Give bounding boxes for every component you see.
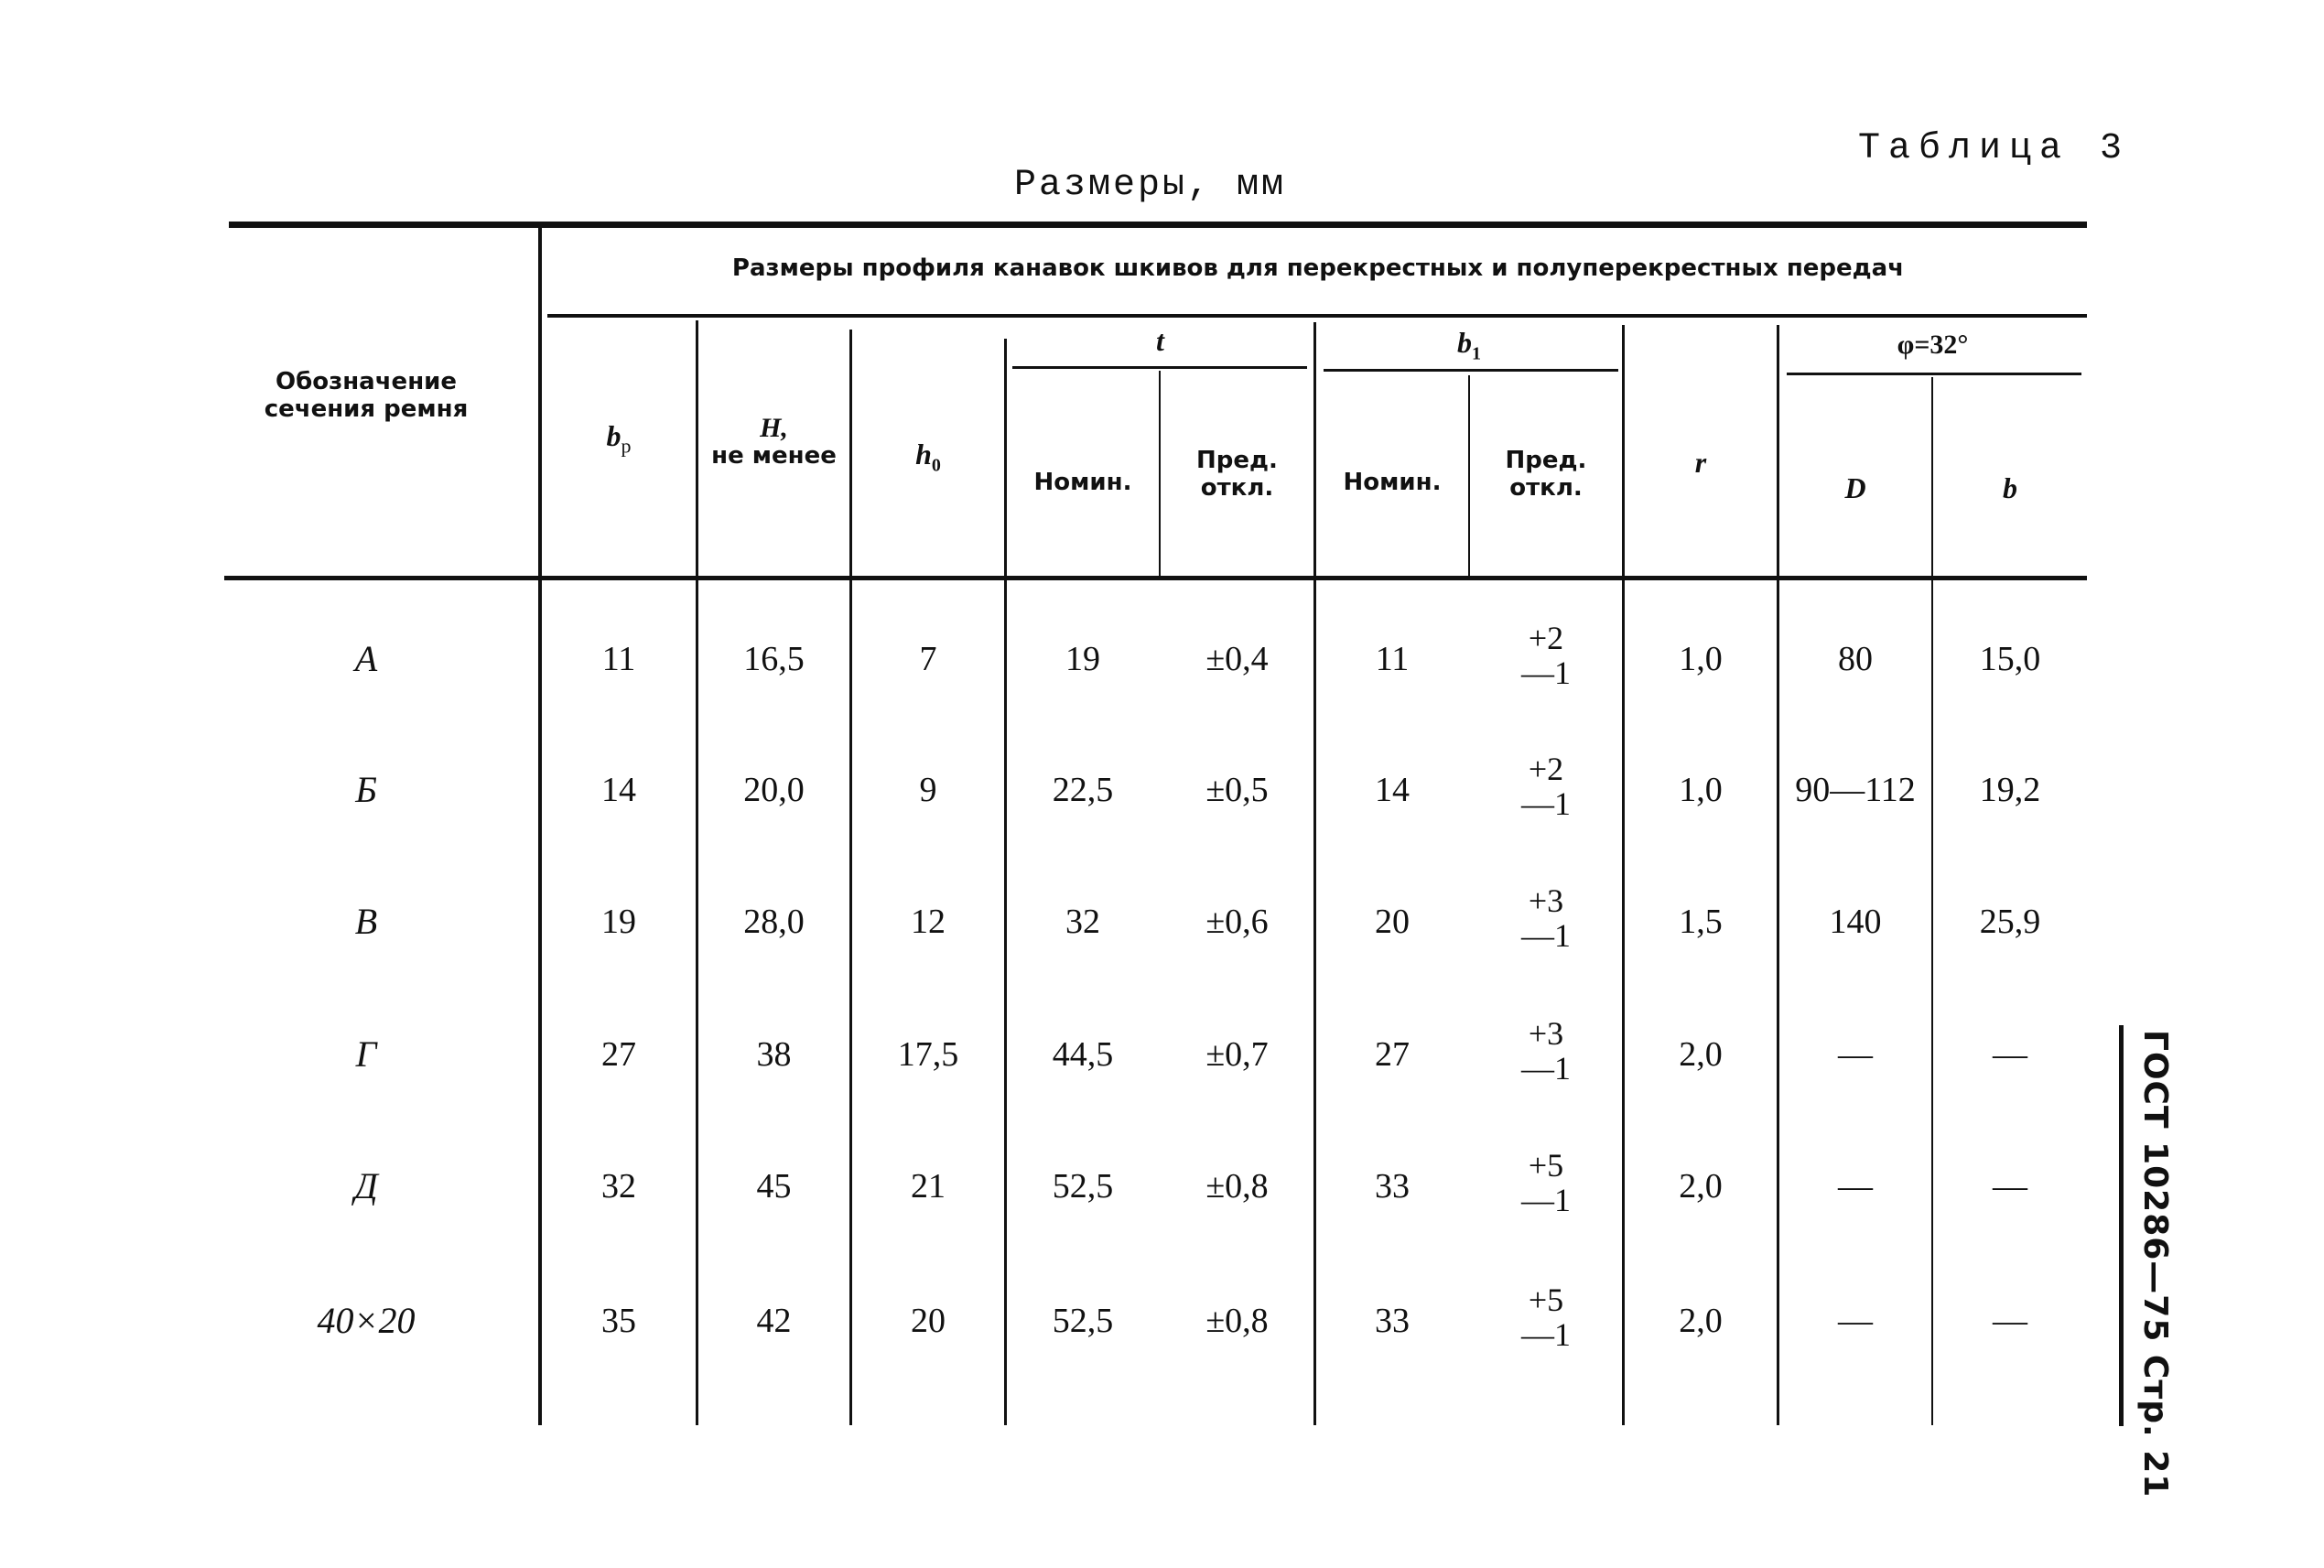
t-nom-cell: 52,5: [1052, 1302, 1114, 1340]
b-cell: 25,9: [1979, 903, 2041, 941]
b1-upper-deviation: +2: [1528, 751, 1564, 787]
h0-header: $h_0$: [915, 438, 941, 476]
b1-deviation-cell: [1470, 883, 1622, 953]
h0-cell: 7: [919, 640, 937, 678]
H-cell: 42: [756, 1302, 792, 1340]
name-cell: 40×20: [317, 1300, 416, 1341]
t-nom-cell: 32: [1065, 903, 1100, 941]
b1-upper-deviation: +2: [1528, 620, 1564, 656]
H-cell: 38: [756, 1035, 792, 1074]
b1-deviation-cell: [1470, 621, 1622, 690]
bp-cell: 11: [601, 640, 636, 678]
b1-deviation-cell: [1470, 1282, 1622, 1352]
t-dev-header: Пред. откл.: [1196, 447, 1278, 502]
stamp-rule: [2119, 1025, 2124, 1426]
b-cell: —: [1993, 1167, 2027, 1206]
h0-cell: 21: [911, 1167, 946, 1206]
b1-nom-cell: 33: [1375, 1302, 1410, 1340]
b-cell: 15,0: [1979, 640, 2041, 678]
main-heading: Размеры профиля канавок шкивов для перекрестных и полуперекрестных передач: [731, 254, 1905, 282]
b1-nom-cell: 14: [1375, 771, 1410, 809]
t-dev-cell: ±0,4: [1205, 640, 1269, 678]
b1-lower-deviation: —1: [1521, 1182, 1571, 1218]
D-cell: —: [1838, 1302, 1873, 1340]
b-cell: 19,2: [1979, 771, 2041, 809]
col-rule: [1004, 339, 1007, 1425]
top-rule: [229, 222, 2087, 228]
H-cell: 45: [756, 1167, 792, 1206]
name-cell: Д: [354, 1165, 378, 1206]
bp-cell: 35: [601, 1302, 636, 1340]
t-dev-cell: ±0,8: [1205, 1302, 1269, 1340]
h0-cell: 20: [911, 1302, 946, 1340]
name-cell: Г: [355, 1033, 377, 1075]
b1-group-rule: [1324, 369, 1618, 372]
h0-cell: 12: [911, 903, 946, 941]
D-cell: 80: [1838, 640, 1873, 678]
col-rule: [1622, 325, 1625, 1425]
H-cell: 20,0: [743, 771, 805, 809]
bp-header: $b_р$: [606, 419, 632, 458]
r-cell: 1,0: [1679, 640, 1723, 678]
h0-cell: 17,5: [897, 1035, 959, 1074]
h0-cell: 9: [919, 771, 937, 809]
r-cell: 2,0: [1679, 1302, 1723, 1340]
b1-lower-deviation: —1: [1521, 654, 1571, 691]
H-cell: 28,0: [743, 903, 805, 941]
heading-rule: [547, 314, 2087, 318]
table-number: Таблица 3: [1858, 128, 2131, 169]
r-cell: 2,0: [1679, 1035, 1723, 1074]
designation-header: Обозначение сечения ремня: [264, 368, 469, 423]
r-header: r: [1694, 446, 1707, 479]
name-cell: А: [354, 638, 378, 679]
bp-cell: 27: [601, 1035, 636, 1074]
phi-header: φ=32°: [1897, 330, 1969, 360]
D-cell: 90—112: [1795, 771, 1916, 809]
b1-nomin-header: Номин.: [1343, 469, 1442, 496]
b1-lower-deviation: —1: [1521, 1316, 1571, 1353]
col-rule: [849, 330, 852, 1425]
b1-nom-cell: 11: [1375, 640, 1410, 678]
D-cell: 140: [1829, 903, 1882, 941]
t-nom-cell: 22,5: [1052, 771, 1114, 809]
t-nomin-header: Номин.: [1033, 469, 1132, 496]
name-cell: Б: [355, 769, 377, 810]
t-dev-cell: ±0,6: [1205, 903, 1269, 941]
b1-deviation-cell: [1470, 1016, 1622, 1086]
b1-lower-deviation: —1: [1521, 1050, 1571, 1087]
b1-nom-cell: 20: [1375, 903, 1410, 941]
b1-nom-cell: 33: [1375, 1167, 1410, 1206]
bp-cell: 14: [601, 771, 636, 809]
b1-nom-cell: 27: [1375, 1035, 1410, 1074]
b1-upper-deviation: +3: [1528, 1015, 1564, 1052]
b1-dev-header: Пред. откл.: [1505, 447, 1587, 502]
b1-lower-deviation: —1: [1521, 785, 1571, 822]
b-cell: —: [1993, 1035, 2027, 1074]
D-cell: —: [1838, 1167, 1873, 1206]
t-dev-cell: ±0,5: [1205, 771, 1269, 809]
D-header: D: [1844, 471, 1866, 504]
units-caption: Размеры, мм: [1014, 165, 1287, 206]
gost-stamp: ГОСТ 10286—75 Стр. 21: [2136, 1030, 2174, 1498]
name-cell: В: [354, 901, 378, 942]
header-bottom-rule: [224, 576, 2087, 580]
H-header: H, не менее: [711, 413, 837, 470]
bp-cell: 19: [601, 903, 636, 941]
b-cell: —: [1993, 1302, 2027, 1340]
r-cell: 1,0: [1679, 771, 1723, 809]
b-header: b: [2003, 471, 2017, 504]
H-cell: 16,5: [743, 640, 805, 678]
b1-upper-deviation: +5: [1528, 1147, 1564, 1184]
bp-cell: 32: [601, 1167, 636, 1206]
col-rule: [696, 320, 698, 1425]
b1-lower-deviation: —1: [1521, 917, 1571, 954]
b1-deviation-cell: [1470, 1148, 1622, 1217]
r-cell: 2,0: [1679, 1167, 1723, 1206]
t-nom-cell: 19: [1065, 640, 1100, 678]
b1-upper-deviation: +3: [1528, 882, 1564, 919]
b1-deviation-cell: [1470, 752, 1622, 821]
t-header: t: [1156, 324, 1164, 357]
col-rule: [538, 222, 542, 1425]
b1-header: $b_1$: [1457, 326, 1481, 364]
t-dev-cell: ±0,8: [1205, 1167, 1269, 1206]
t-group-rule: [1012, 366, 1307, 369]
t-nom-cell: 44,5: [1052, 1035, 1114, 1074]
D-cell: —: [1838, 1035, 1873, 1074]
t-dev-cell: ±0,7: [1205, 1035, 1269, 1074]
r-cell: 1,5: [1679, 903, 1723, 941]
b1-upper-deviation: +5: [1528, 1281, 1564, 1318]
phi-group-rule: [1787, 373, 2081, 375]
t-nom-cell: 52,5: [1052, 1167, 1114, 1206]
col-rule: [1931, 377, 1933, 1425]
